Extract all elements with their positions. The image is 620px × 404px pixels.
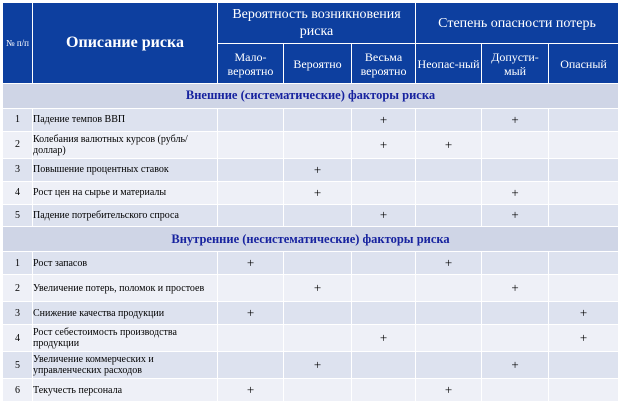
table-row bbox=[3, 325, 619, 352]
mark-cell bbox=[218, 352, 284, 379]
mark-cell bbox=[352, 181, 416, 204]
row-number: 1 bbox=[3, 252, 33, 275]
section-title: Внутренние (несистематические) факторы риска bbox=[3, 227, 619, 252]
table-row bbox=[3, 302, 619, 325]
mark-cell bbox=[482, 252, 549, 275]
row-number: 6 bbox=[3, 379, 33, 402]
row-description: Падение потребительского спроса bbox=[33, 204, 218, 227]
header-col-likely: Вероятно bbox=[284, 44, 352, 84]
row-number: 2 bbox=[3, 275, 33, 302]
header-col-unlikely: Мало-вероятно bbox=[218, 44, 284, 84]
mark-cell: + bbox=[549, 302, 619, 325]
mark-cell: + bbox=[284, 158, 352, 181]
row-description: Текучесть персонала bbox=[33, 379, 218, 402]
mark-cell bbox=[352, 379, 416, 402]
header-num: № п/п bbox=[3, 3, 33, 84]
row-number: 5 bbox=[3, 352, 33, 379]
mark-cell bbox=[482, 302, 549, 325]
mark-cell: + bbox=[352, 131, 416, 158]
row-description: Увеличение коммерческих и управленческих расходов bbox=[33, 352, 218, 379]
risk-table-body bbox=[3, 84, 619, 402]
mark-cell: + bbox=[218, 379, 284, 402]
mark-cell bbox=[416, 302, 482, 325]
mark-cell bbox=[549, 181, 619, 204]
risk-table bbox=[2, 2, 619, 402]
row-number: 4 bbox=[3, 325, 33, 352]
row-description: Рост запасов bbox=[33, 252, 218, 275]
mark-cell bbox=[218, 325, 284, 352]
table-row bbox=[3, 275, 619, 302]
mark-cell bbox=[352, 275, 416, 302]
mark-cell bbox=[284, 131, 352, 158]
table-row bbox=[3, 204, 619, 227]
mark-cell bbox=[416, 352, 482, 379]
mark-cell: + bbox=[482, 204, 549, 227]
mark-cell bbox=[416, 181, 482, 204]
mark-cell bbox=[284, 204, 352, 227]
header-probability-group: Вероятность возникновения риска bbox=[218, 3, 416, 44]
mark-cell bbox=[218, 158, 284, 181]
mark-cell: + bbox=[352, 108, 416, 131]
mark-cell: + bbox=[416, 131, 482, 158]
row-number: 3 bbox=[3, 302, 33, 325]
header-description: Описание риска bbox=[33, 3, 218, 84]
mark-cell bbox=[549, 379, 619, 402]
header-col-very-likely: Весьма вероятно bbox=[352, 44, 416, 84]
row-number: 4 bbox=[3, 181, 33, 204]
mark-cell bbox=[549, 204, 619, 227]
mark-cell: + bbox=[416, 379, 482, 402]
table-row bbox=[3, 252, 619, 275]
table-row bbox=[3, 181, 619, 204]
mark-cell bbox=[482, 325, 549, 352]
table-row bbox=[3, 131, 619, 158]
table-row bbox=[3, 352, 619, 379]
table-row bbox=[3, 379, 619, 402]
mark-cell: + bbox=[482, 275, 549, 302]
section-title: Внешние (систематические) факторы риска bbox=[3, 84, 619, 109]
row-description: Колебания валютных курсов (рубль/доллар) bbox=[33, 131, 218, 158]
mark-cell bbox=[416, 158, 482, 181]
mark-cell bbox=[352, 252, 416, 275]
mark-cell: + bbox=[549, 325, 619, 352]
row-number: 3 bbox=[3, 158, 33, 181]
row-number: 1 bbox=[3, 108, 33, 131]
mark-cell bbox=[549, 131, 619, 158]
header-col-safe: Неопас-ный bbox=[416, 44, 482, 84]
table-row bbox=[3, 108, 619, 131]
mark-cell bbox=[352, 302, 416, 325]
mark-cell bbox=[218, 108, 284, 131]
mark-cell bbox=[416, 108, 482, 131]
mark-cell bbox=[549, 275, 619, 302]
mark-cell: + bbox=[482, 108, 549, 131]
row-description: Рост цен на сырье и материалы bbox=[33, 181, 218, 204]
mark-cell: + bbox=[482, 352, 549, 379]
mark-cell: + bbox=[284, 275, 352, 302]
mark-cell bbox=[549, 352, 619, 379]
mark-cell bbox=[352, 352, 416, 379]
mark-cell bbox=[549, 158, 619, 181]
mark-cell bbox=[218, 204, 284, 227]
header-danger-group: Степень опасности потерь bbox=[416, 3, 619, 44]
mark-cell: + bbox=[352, 325, 416, 352]
row-description: Увеличение потерь, поломок и простоев bbox=[33, 275, 218, 302]
mark-cell bbox=[284, 325, 352, 352]
mark-cell bbox=[218, 275, 284, 302]
row-number: 2 bbox=[3, 131, 33, 158]
mark-cell bbox=[218, 181, 284, 204]
mark-cell bbox=[482, 131, 549, 158]
mark-cell bbox=[284, 379, 352, 402]
row-description: Повышение процентных ставок bbox=[33, 158, 218, 181]
mark-cell bbox=[284, 302, 352, 325]
row-description: Рост себестоимость производства продукции bbox=[33, 325, 218, 352]
mark-cell bbox=[284, 252, 352, 275]
mark-cell bbox=[284, 108, 352, 131]
header-col-acceptable: Допусти-мый bbox=[482, 44, 549, 84]
mark-cell bbox=[218, 131, 284, 158]
mark-cell: + bbox=[416, 252, 482, 275]
section-header bbox=[3, 84, 619, 109]
table-row bbox=[3, 158, 619, 181]
mark-cell: + bbox=[284, 181, 352, 204]
mark-cell bbox=[549, 252, 619, 275]
mark-cell bbox=[352, 158, 416, 181]
row-number: 5 bbox=[3, 204, 33, 227]
mark-cell bbox=[416, 325, 482, 352]
mark-cell bbox=[482, 379, 549, 402]
mark-cell: + bbox=[284, 352, 352, 379]
row-description: Снижение качества продукции bbox=[33, 302, 218, 325]
section-header bbox=[3, 227, 619, 252]
row-description: Падение темпов ВВП bbox=[33, 108, 218, 131]
mark-cell bbox=[549, 108, 619, 131]
mark-cell bbox=[482, 158, 549, 181]
mark-cell: + bbox=[218, 252, 284, 275]
header-col-dangerous: Опасный bbox=[549, 44, 619, 84]
mark-cell: + bbox=[352, 204, 416, 227]
mark-cell bbox=[416, 204, 482, 227]
mark-cell: + bbox=[482, 181, 549, 204]
mark-cell: + bbox=[218, 302, 284, 325]
mark-cell bbox=[416, 275, 482, 302]
